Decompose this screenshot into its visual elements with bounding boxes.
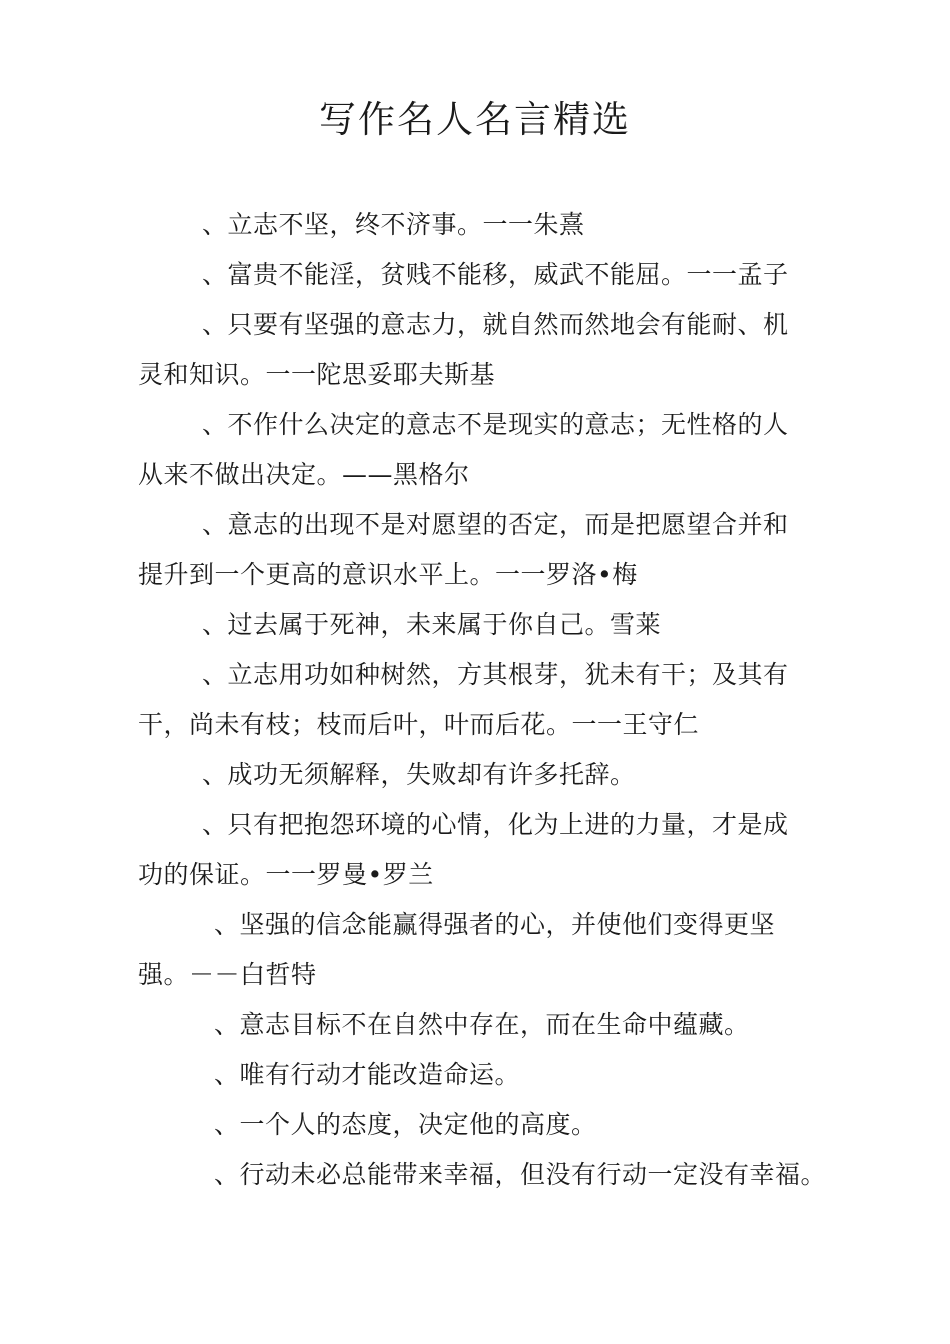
- quote-line: 、富贵不能淫，贫贱不能移，威武不能屈。一一孟子: [202, 260, 789, 289]
- quote-line: 、只要有坚强的意志力，就自然而然地会有能耐、机: [202, 310, 789, 339]
- quote-line-continuation: 功的保证。一一罗曼•罗兰: [138, 860, 434, 889]
- quote-line: 、意志的出现不是对愿望的否定，而是把愿望合并和: [202, 510, 789, 539]
- quote-line-continuation: 强。－－白哲特: [138, 960, 317, 989]
- quote-line: 、不作什么决定的意志不是现实的意志；无性格的人: [202, 410, 789, 439]
- page-title: 写作名人名言精选: [319, 98, 631, 141]
- quote-line: 、立志不坚，终不济事。一一朱熹: [202, 210, 585, 239]
- quote-line-continuation: 灵和知识。一一陀思妥耶夫斯基: [138, 360, 496, 389]
- quote-line-continuation: 干，尚未有枝；枝而后叶，叶而后花。一一王守仁: [138, 710, 700, 739]
- quote-line: 、过去属于死神，未来属于你自己。雪莱: [202, 610, 662, 639]
- quote-line: 、意志目标不在自然中存在，而在生命中蕴藏。: [214, 1010, 750, 1039]
- quote-line: 、行动未必总能带来幸福，但没有行动一定没有幸福。: [214, 1160, 827, 1189]
- quote-line-continuation: 提升到一个更高的意识水平上。一一罗洛•梅: [138, 560, 638, 589]
- quote-line: 、坚强的信念能赢得强者的心，并使他们变得更坚: [214, 910, 776, 939]
- quote-line: 、一个人的态度，决定他的高度。: [214, 1110, 597, 1139]
- quote-line: 、唯有行动才能改造命运。: [214, 1060, 521, 1089]
- quote-line: 、只有把抱怨环境的心情，化为上进的力量，才是成: [202, 810, 789, 839]
- quote-line: 、立志用功如种树然，方其根芽，犹未有干；及其有: [202, 660, 789, 689]
- quote-line: 、成功无须解释，失败却有许多托辞。: [202, 760, 636, 789]
- quote-line-continuation: 从来不做出决定。——黑格尔: [138, 460, 470, 489]
